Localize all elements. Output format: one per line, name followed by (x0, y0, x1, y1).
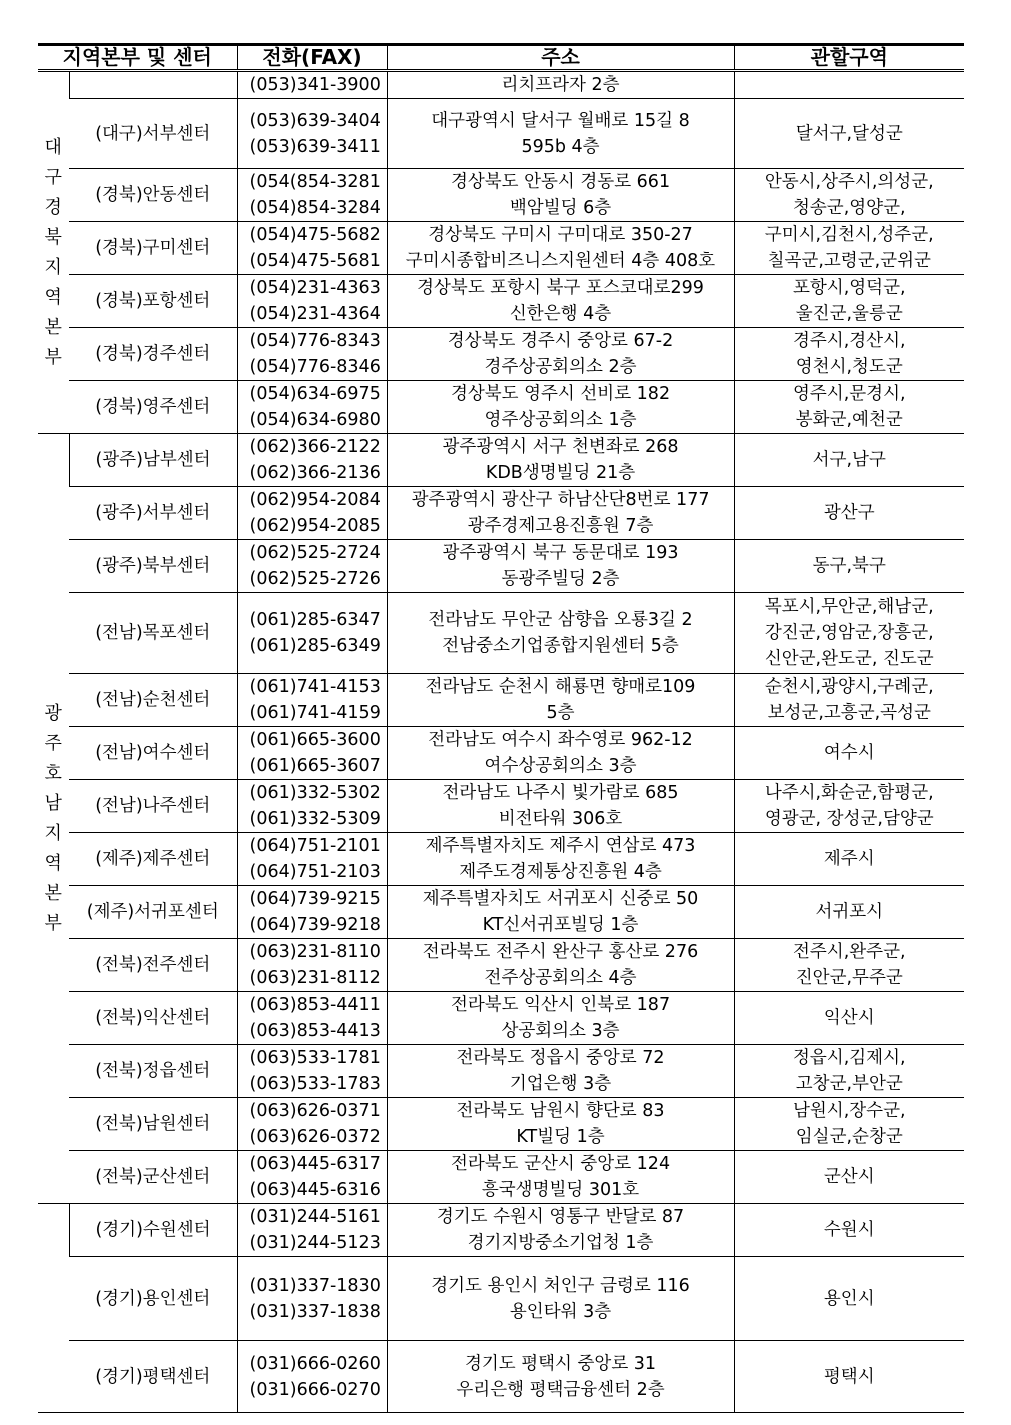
jurisdiction-cell (734, 593, 964, 674)
center-name: (전북)정읍센터 (69, 1045, 237, 1098)
cell-line: (063)445-6316 (249, 1180, 381, 1200)
cell-line: (061)332-5309 (249, 809, 381, 829)
cell-line: 전주상공회의소 4층 (484, 968, 637, 988)
center-name: (경북)안동센터 (69, 169, 237, 222)
cell-line: (053)639-3404 (249, 110, 381, 131)
center-name (69, 71, 237, 99)
address-cell (387, 1045, 734, 1098)
center-name: (전북)전주센터 (69, 939, 237, 992)
phone-cell (237, 222, 387, 275)
cell-line: (062)954-2085 (249, 516, 381, 536)
region-char: 부 (44, 912, 62, 934)
cell-line: (063)533-1783 (249, 1074, 381, 1094)
cell-line: 진안군,무주군 (795, 968, 903, 988)
cell-line: 평택시 (823, 1366, 875, 1387)
address-cell (387, 71, 734, 99)
table-row (38, 222, 964, 275)
center-name: (전북)군산센터 (69, 1151, 237, 1204)
center-name: (광주)서부센터 (69, 487, 237, 540)
table-row (38, 1098, 964, 1151)
cell-line: 보성군,고흥군,곡성군 (767, 703, 931, 723)
jurisdiction-cell (734, 328, 964, 381)
region-char: 북 (44, 226, 62, 248)
phone-cell (237, 727, 387, 780)
cell-line: (063)626-0372 (249, 1127, 381, 1147)
header-address: 주소 (387, 45, 734, 71)
jurisdiction-cell (734, 727, 964, 780)
address-cell (387, 674, 734, 727)
phone-cell (237, 381, 387, 434)
center-name: (제주)제주센터 (69, 833, 237, 886)
phone-cell (237, 99, 387, 169)
cell-line: 기업은행 3층 (509, 1074, 612, 1094)
region-cell (38, 434, 69, 1204)
phone-cell (237, 1257, 387, 1341)
jurisdiction-cell (734, 487, 964, 540)
phone-cell (237, 674, 387, 727)
jurisdiction-cell (734, 222, 964, 275)
table-row (38, 328, 964, 381)
address-cell (387, 593, 734, 674)
table-row (38, 381, 964, 434)
cell-line: 봉화군,예천군 (795, 410, 903, 430)
cell-line: (054)854-3284 (249, 198, 381, 218)
cell-line: 전라북도 전주시 완산구 홍산로 276 (422, 942, 699, 962)
cell-line: 순천시,광양시,구례군, (764, 677, 934, 697)
region-char: 본 (44, 316, 62, 338)
address-cell (387, 727, 734, 780)
jurisdiction-cell (734, 1045, 964, 1098)
jurisdiction-cell (734, 1341, 964, 1413)
address-cell (387, 886, 734, 939)
phone-cell (237, 1098, 387, 1151)
cell-line: (031)337-1838 (249, 1301, 381, 1322)
region-char: 남 (44, 792, 62, 814)
region-char: 지 (44, 822, 62, 844)
cell-line: (061)285-6349 (249, 636, 381, 656)
table-row (38, 674, 964, 727)
cell-line: 영광군, 장성군,담양군 (764, 809, 934, 829)
header-phone: 전화(FAX) (237, 45, 387, 71)
region-char: 호 (44, 762, 62, 784)
phone-cell (237, 275, 387, 328)
center-name: (전남)목포센터 (69, 593, 237, 674)
cell-line: 정읍시,김제시, (792, 1048, 906, 1068)
region-char: 역 (44, 852, 62, 874)
cell-line: 경기지방중소기업청 1층 (467, 1233, 654, 1253)
cell-line: 광주광역시 북구 동문대로 193 (442, 543, 679, 563)
table-row (38, 992, 964, 1045)
cell-line: 포항시,영덕군, (792, 278, 906, 298)
cell-line: 비전타워 306호 (498, 809, 623, 829)
table-row (38, 487, 964, 540)
address-cell (387, 169, 734, 222)
cell-line: 고창군,부안군 (795, 1074, 903, 1094)
cell-line: (031)666-0260 (249, 1353, 381, 1374)
cell-line: (062)366-2122 (249, 437, 381, 457)
cell-line: (054)776-8346 (249, 357, 381, 377)
table-row (38, 939, 964, 992)
cell-line: 군산시 (823, 1167, 875, 1187)
cell-line: KT신서귀포빌딩 1층 (482, 915, 639, 935)
table-row (38, 727, 964, 780)
cell-line: (063)853-4411 (249, 995, 381, 1015)
phone-cell (237, 487, 387, 540)
jurisdiction-cell (734, 674, 964, 727)
jurisdiction-cell (734, 381, 964, 434)
phone-cell (237, 1204, 387, 1257)
jurisdiction-cell (734, 1151, 964, 1204)
address-cell (387, 780, 734, 833)
table-row (38, 540, 964, 593)
header-region-center: 지역본부 및 센터 (38, 45, 237, 71)
cell-line: (054)475-5682 (249, 225, 381, 245)
cell-line: 칠곡군,고령군,군위군 (767, 251, 931, 271)
cell-line: 경상북도 구미시 구미대로 350-27 (428, 225, 693, 245)
cell-line: (054)776-8343 (249, 331, 381, 351)
phone-cell (237, 1341, 387, 1413)
cell-line: 강진군,영암군,장흥군, (764, 623, 934, 643)
address-cell (387, 381, 734, 434)
cell-line: (054(854-3281 (249, 172, 381, 192)
jurisdiction-cell (734, 886, 964, 939)
table-row (38, 1151, 964, 1204)
cell-line: 경주시,경산시, (792, 331, 906, 351)
jurisdiction-cell (734, 1098, 964, 1151)
cell-line: 5층 (546, 703, 575, 723)
cell-line: 안동시,상주시,의성군, (764, 172, 934, 192)
jurisdiction-cell (734, 275, 964, 328)
region-char: 지 (44, 256, 62, 278)
center-name: (경북)포항센터 (69, 275, 237, 328)
cell-line: (062)366-2136 (249, 463, 381, 483)
cell-line: 수원시 (823, 1220, 875, 1240)
cell-line: 여수시 (823, 743, 875, 763)
cell-line: 익산시 (823, 1008, 875, 1028)
cell-line: (031)666-0270 (249, 1379, 381, 1400)
cell-line: (063)231-8112 (249, 968, 381, 988)
cell-line: 동광주빌딩 2층 (501, 569, 620, 589)
cell-line: (064)751-2101 (249, 836, 381, 856)
cell-line: (063)533-1781 (249, 1048, 381, 1068)
address-cell (387, 434, 734, 487)
center-name: (경기)평택센터 (69, 1341, 237, 1413)
region-char: 경 (44, 196, 62, 218)
cell-line: (031)244-5161 (249, 1207, 381, 1227)
cell-line: 전라남도 나주시 빛가람로 685 (442, 783, 679, 803)
center-name: (광주)북부센터 (69, 540, 237, 593)
cell-line: 전라남도 여수시 좌수영로 962-12 (428, 730, 693, 750)
table-row (38, 780, 964, 833)
cell-line: 대구광역시 달서구 월배로 15길 8 (431, 110, 690, 131)
region-char: 부 (44, 346, 62, 368)
region-char: 대 (44, 136, 62, 158)
jurisdiction-cell (734, 1257, 964, 1341)
center-name: (경북)구미센터 (69, 222, 237, 275)
cell-line: 경상북도 포항시 북구 포스코대로299 (417, 278, 704, 298)
table-row (38, 1204, 964, 1257)
cell-line: 나주시,화순군,함평군, (764, 783, 934, 803)
cell-line: 경기도 용인시 처인구 금령로 116 (431, 1275, 690, 1296)
cell-line: 신안군,완도군, 진도군 (764, 649, 934, 669)
center-name: (전북)남원센터 (69, 1098, 237, 1151)
table-row (38, 169, 964, 222)
cell-line: 595b 4층 (521, 136, 600, 157)
phone-cell (237, 992, 387, 1045)
address-cell (387, 275, 734, 328)
phone-cell (237, 434, 387, 487)
phone-cell (237, 169, 387, 222)
cell-line: (054)634-6980 (249, 410, 381, 430)
table-row (38, 1045, 964, 1098)
address-cell (387, 222, 734, 275)
header-row (38, 45, 964, 71)
center-directory (38, 43, 964, 1413)
cell-line: 울진군,울릉군 (795, 304, 903, 324)
cell-line: 경기도 평택시 중앙로 31 (464, 1353, 657, 1374)
cell-line: KT빌딩 1층 (516, 1127, 605, 1147)
cell-line: (031)244-5123 (249, 1233, 381, 1253)
address-cell (387, 1341, 734, 1413)
cell-line: 경상북도 영주시 선비로 182 (450, 384, 671, 404)
address-cell (387, 833, 734, 886)
cell-line: 리치프라자 2층 (501, 75, 620, 95)
address-cell (387, 939, 734, 992)
cell-line: 동구,북구 (812, 556, 886, 576)
address-cell (387, 992, 734, 1045)
cell-line: 전라남도 순천시 해룡면 향매로109 (425, 677, 696, 697)
region-char: 본 (44, 882, 62, 904)
jurisdiction-cell (734, 833, 964, 886)
cell-line: (064)739-9215 (249, 889, 381, 909)
cell-line: 제주특별자치도 서귀포시 신중로 50 (422, 889, 699, 909)
cell-line: KDB생명빌딩 21층 (485, 463, 636, 483)
jurisdiction-cell (734, 99, 964, 169)
region-char: 주 (44, 732, 62, 754)
cell-line: 구미시종합비즈니스지원센터 4층 408호 (405, 251, 716, 271)
cell-line: 서구,남구 (812, 450, 886, 470)
cell-line: 청송군,영양군, (792, 198, 906, 218)
center-name: (경북)영주센터 (69, 381, 237, 434)
address-cell (387, 1098, 734, 1151)
table-row (38, 275, 964, 328)
cell-line: 전라북도 익산시 인북로 187 (450, 995, 671, 1015)
cell-line: 달서구,달성군 (795, 123, 903, 144)
jurisdiction-cell (734, 434, 964, 487)
table-row (38, 71, 964, 99)
cell-line: 광주경제고용진흥원 7층 (467, 516, 654, 536)
phone-cell (237, 71, 387, 99)
cell-line: 백암빌딩 6층 (509, 198, 612, 218)
cell-line: 제주시 (823, 849, 875, 869)
table-row (38, 1257, 964, 1341)
cell-line: (062)525-2726 (249, 569, 381, 589)
cell-line: (031)337-1830 (249, 1275, 381, 1296)
phone-cell (237, 939, 387, 992)
region-char: 광 (44, 702, 62, 724)
cell-line: (061)741-4153 (249, 677, 381, 697)
phone-cell (237, 833, 387, 886)
cell-line: 임실군,순창군 (795, 1127, 903, 1147)
cell-line: (054)231-4363 (249, 278, 381, 298)
table-row (38, 434, 964, 487)
center-name: (대구)서부센터 (69, 99, 237, 169)
cell-line: 광주광역시 광산구 하남산단8번로 177 (411, 490, 710, 510)
phone-cell (237, 328, 387, 381)
region-cell (38, 1204, 69, 1413)
jurisdiction-cell (734, 780, 964, 833)
jurisdiction-cell (734, 71, 964, 99)
address-cell (387, 1204, 734, 1257)
cell-line: 경상북도 경주시 중앙로 67-2 (447, 331, 674, 351)
cell-line: 영주시,문경시, (792, 384, 906, 404)
table-row (38, 886, 964, 939)
center-name: (제주)서귀포센터 (69, 886, 237, 939)
cell-line: (061)332-5302 (249, 783, 381, 803)
center-table (38, 43, 964, 1413)
phone-cell (237, 540, 387, 593)
cell-line: 구미시,김천시,성주군, (764, 225, 934, 245)
address-cell (387, 1257, 734, 1341)
table-row (38, 593, 964, 674)
cell-line: 경기도 수원시 영통구 반달로 87 (436, 1207, 685, 1227)
cell-line: 신한은행 4층 (509, 304, 612, 324)
center-name: (광주)남부센터 (69, 434, 237, 487)
region-char: 구 (44, 166, 62, 188)
center-name: (경기)용인센터 (69, 1257, 237, 1341)
cell-line: 용인타워 3층 (509, 1301, 612, 1322)
jurisdiction-cell (734, 992, 964, 1045)
cell-line: (053)639-3411 (249, 136, 381, 157)
table-row (38, 1341, 964, 1413)
cell-line: 영주상공회의소 1층 (484, 410, 637, 430)
address-cell (387, 540, 734, 593)
phone-cell (237, 1045, 387, 1098)
cell-line: 영천시,청도군 (795, 357, 903, 377)
cell-line: (054)475-5681 (249, 251, 381, 271)
jurisdiction-cell (734, 939, 964, 992)
jurisdiction-cell (734, 540, 964, 593)
address-cell (387, 487, 734, 540)
cell-line: 상공회의소 3층 (501, 1021, 620, 1041)
cell-line: 전남중소기업종합지원센터 5층 (442, 636, 679, 656)
address-cell (387, 328, 734, 381)
cell-line: 제주특별자치도 제주시 연삼로 473 (425, 836, 696, 856)
cell-line: (054)231-4364 (249, 304, 381, 324)
region-cell (38, 71, 69, 434)
cell-line: (054)634-6975 (249, 384, 381, 404)
center-name: (경북)경주센터 (69, 328, 237, 381)
cell-line: 전주시,완주군, (792, 942, 906, 962)
cell-line: (063)626-0371 (249, 1101, 381, 1121)
cell-line: 우리은행 평택금융센터 2층 (456, 1379, 665, 1400)
phone-cell (237, 780, 387, 833)
cell-line: (063)445-6317 (249, 1154, 381, 1174)
table-row (38, 833, 964, 886)
jurisdiction-cell (734, 1204, 964, 1257)
center-name: (전남)나주센터 (69, 780, 237, 833)
table-row (38, 99, 964, 169)
cell-line: (063)231-8110 (249, 942, 381, 962)
cell-line: 목포시,무안군,해남군, (764, 597, 934, 617)
cell-line: (061)665-3607 (249, 756, 381, 776)
cell-line: (062)525-2724 (249, 543, 381, 563)
phone-cell (237, 1151, 387, 1204)
center-name: (전남)순천센터 (69, 674, 237, 727)
center-name: (전남)여수센터 (69, 727, 237, 780)
cell-line: 전라북도 남원시 향단로 83 (456, 1101, 665, 1121)
cell-line: 여수상공회의소 3층 (484, 756, 637, 776)
cell-line: (063)853-4413 (249, 1021, 381, 1041)
cell-line: 제주도경제통상진흥원 4층 (459, 862, 662, 882)
center-name: (경기)수원센터 (69, 1204, 237, 1257)
phone-cell (237, 886, 387, 939)
cell-line: (053)341-3900 (249, 75, 381, 95)
cell-line: 전라북도 정읍시 중앙로 72 (456, 1048, 665, 1068)
address-cell (387, 1151, 734, 1204)
cell-line: 경상북도 안동시 경동로 661 (450, 172, 671, 192)
cell-line: (062)954-2084 (249, 490, 381, 510)
cell-line: (061)741-4159 (249, 703, 381, 723)
jurisdiction-cell (734, 169, 964, 222)
cell-line: 전라남도 무안군 삼향읍 오룡3길 2 (428, 610, 693, 630)
cell-line: 서귀포시 (815, 902, 884, 922)
cell-line: (061)285-6347 (249, 610, 381, 630)
cell-line: 경주상공회의소 2층 (484, 357, 637, 377)
cell-line: (064)751-2103 (249, 862, 381, 882)
address-cell (387, 99, 734, 169)
phone-cell (237, 593, 387, 674)
cell-line: 전라북도 군산시 중앙로 124 (450, 1154, 671, 1174)
cell-line: 광주광역시 서구 천변좌로 268 (442, 437, 679, 457)
cell-line: 흥국생명빌딩 301호 (481, 1180, 640, 1200)
table-body (38, 71, 964, 1413)
cell-line: 광산구 (823, 503, 875, 523)
region-char: 역 (44, 286, 62, 308)
cell-line: 남원시,장수군, (792, 1101, 906, 1121)
header-jurisdiction: 관할구역 (734, 45, 964, 71)
cell-line: (064)739-9218 (249, 915, 381, 935)
cell-line: 용인시 (823, 1288, 875, 1309)
cell-line: (061)665-3600 (249, 730, 381, 750)
center-name: (전북)익산센터 (69, 992, 237, 1045)
